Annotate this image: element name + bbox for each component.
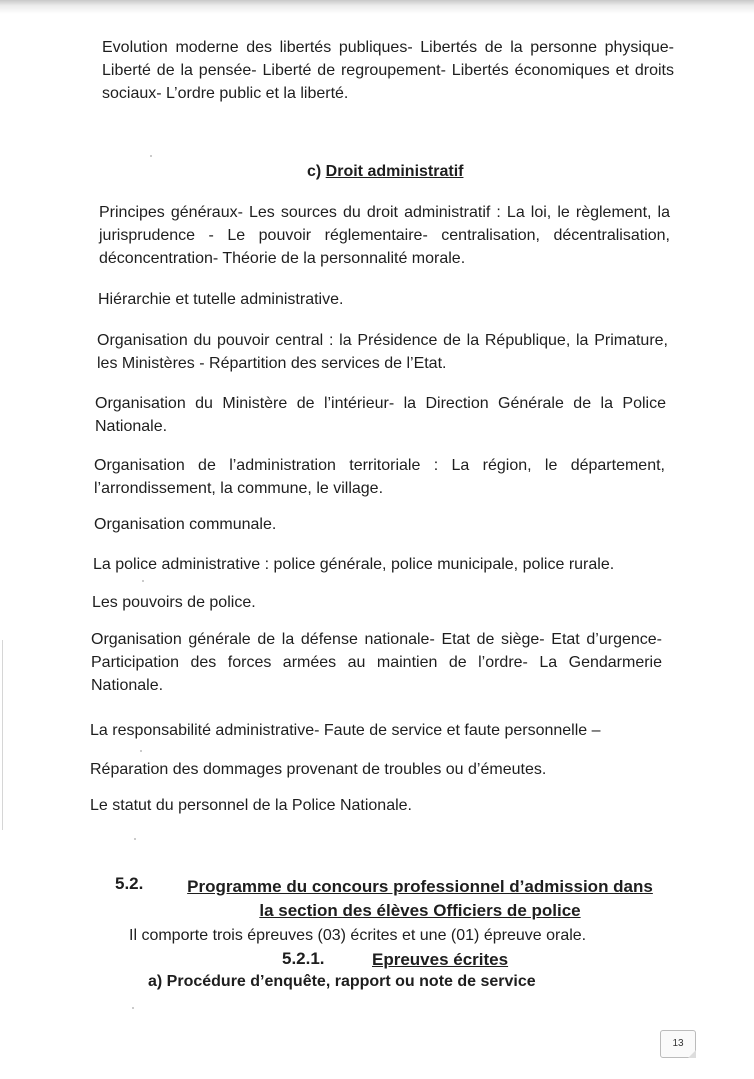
scan-speck [150, 155, 152, 157]
paragraph-pouvoirs-police: Les pouvoirs de police. [92, 594, 256, 611]
paragraph-pouvoir-central: Organisation du pouvoir central : la Présidence de la République, la Primature, les Ministères - Répartition des services de l’Etat. [97, 332, 668, 372]
paragraph-organisation-communale: Organisation communale. [94, 516, 277, 533]
paragraph-responsabilite: La responsabilité administrative- Faute de service et faute personnelle – [90, 722, 601, 739]
paragraph-administration-territoriale: Organisation de l’administration territoriale : La région, le département, l’arrondissement, la commune, le village. [94, 457, 665, 497]
section-5-2-1-number: 5.2.1. [282, 949, 325, 968]
section-5-2-title-line2: la section des élèves Officiers de police [259, 901, 581, 920]
paragraph-police-administrative: La police administrative : police générale, police municipale, police rurale. [93, 556, 615, 573]
paragraph-statut-personnel: Le statut du personnel de la Police Nationale. [90, 797, 412, 814]
paragraph-sources: Principes généraux- Les sources du droit administratif : La loi, le règlement, la jurisprudence - Le pouvoir réglementaire- centralisation, décentralisation, déconcentration- Théorie de la personnalité morale. [99, 204, 670, 267]
section-5-2-1-title: Epreuves écrites [372, 950, 509, 969]
scan-speck [142, 580, 144, 582]
section-c-label: c) [307, 163, 326, 180]
section-5-2-description: Il comporte trois épreuves (03) écrites et une (01) épreuve orale. [129, 927, 587, 944]
section-c-heading [307, 163, 463, 181]
paragraph-reparation: Réparation des dommages provenant de troubles ou d’émeutes. [90, 761, 547, 778]
paragraph-hierarchie: Hiérarchie et tutelle administrative. [98, 291, 344, 308]
scan-speck [134, 838, 136, 840]
page-number: 13 [660, 1030, 696, 1058]
section-5-2-title-line1: Programme du concours professionnel d’admission dans [187, 877, 653, 896]
paragraph-defense-nationale: Organisation générale de la défense nationale- Etat de siège- Etat d’urgence- Participation des forces armées au maintien de l’ordre- La Gendarmerie Nationale. [91, 631, 662, 694]
section-c-title: Droit administratif [325, 163, 464, 180]
subsection-a-heading: a) Procédure d’enquête, rapport ou note de service [148, 973, 536, 990]
scan-top-edge [0, 0, 754, 14]
scan-speck [132, 1007, 134, 1009]
intro-paragraph: Evolution moderne des libertés publiques- Libertés de la personne physique- Liberté de la pensée- Liberté de regroupement- Libertés économiques et droits sociaux- L’ordre public et la liberté. [102, 39, 674, 102]
section-5-2-number: 5.2. [115, 874, 144, 893]
scan-left-mark [2, 640, 3, 830]
scan-speck [140, 750, 142, 752]
paragraph-ministere-interieur: Organisation du Ministère de l’intérieur- la Direction Générale de la Police Nationale. [95, 395, 666, 435]
